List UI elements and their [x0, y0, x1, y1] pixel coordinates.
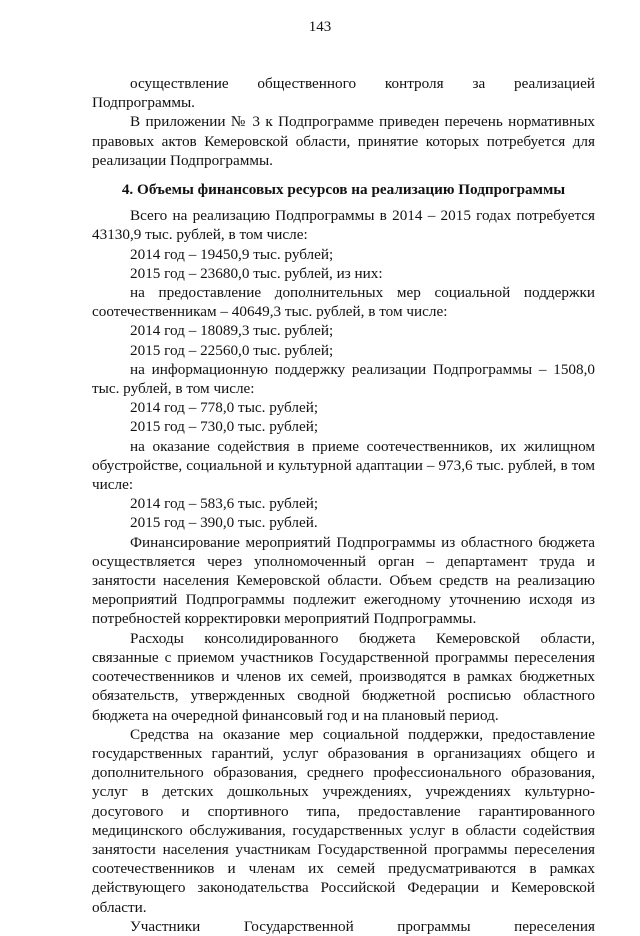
- finance-support-2015: 2015 год – 22560,0 тыс. рублей;: [130, 341, 334, 359]
- finance-support: на предоставление дополнительных мер социальной поддержки соотечественникам – 40649,3 тыс. рублей, в том числе:: [92, 284, 595, 321]
- page-number: 143: [308, 19, 332, 35]
- finance-info-2014: 2014 год – 778,0 тыс. рублей;: [130, 399, 319, 417]
- paragraph-financing: Финансирование мероприятий Подпрограммы из областного бюджета осуществляется через уполномоченный орган – департамент труда и занятости населения Кемеровской области. Объем средств на реализацию мероприятий Подпрограммы подлежит ежегодному уточнению исходя из потребностей корректировки мероприятий Подпрограммы.: [92, 533, 595, 628]
- page-content: [92, 74, 595, 936]
- paragraph-social-support: Средства на оказание мер социальной поддержки, предоставление государственных гарантий, услуг образования в организациях общего и дополнительного образования, среднего профессионального образования, услуг в детских дошкольных учреждениях, учреждениях культурно-досугового и спортивного типа, предоставление гарантированного медицинского обслуживания, государственных услуг в области содействия занятости населения участникам Государственной программы переселения соотечественников и членам их семей предусматриваются в рамках действующего законодательства Российской Федерации и Кемеровской области.: [92, 725, 595, 916]
- paragraph-participants: Участники Государственной программы переселения: [130, 917, 595, 935]
- finance-total-2015: 2015 год – 23680,0 тыс. рублей, из них:: [130, 264, 383, 282]
- finance-reception-2015: 2015 год – 390,0 тыс. рублей.: [130, 514, 318, 532]
- finance-total: Всего на реализацию Подпрограммы в 2014 – 2015 годах потребуется 43130,9 тыс. рублей, в том числе:: [92, 207, 595, 244]
- finance-info: на информационную поддержку реализации Подпрограммы – 1508,0 тыс. рублей, в том числе:: [92, 360, 595, 398]
- finance-reception-2014: 2014 год – 583,6 тыс. рублей;: [130, 495, 319, 513]
- paragraph-appendix: В приложении № 3 к Подпрограмме приведен перечень нормативных правовых актов Кемеровской области, принятие которых потребуется для реализации Подпрограммы.: [92, 113, 595, 169]
- finance-reception: на оказание содействия в приеме соотечественников, их жилищном обустройстве, социальной и культурной адаптации – 973,6 тыс. рублей, в том числе:: [92, 437, 595, 494]
- paragraph-expenses: Расходы консолидированного бюджета Кемеровской области, связанные с приемом участников Государственной программы переселения соотечественников и членов их семей, производятся в рамках бюджетных обязательств, утвержденных сводной бюджетной росписью областного бюджета на очередной финансовый год и на плановый период.: [92, 629, 595, 724]
- section-heading: 4. Объемы финансовых ресурсов на реализацию Подпрограммы: [121, 181, 566, 199]
- finance-info-2015: 2015 год – 730,0 тыс. рублей;: [130, 418, 319, 436]
- finance-support-2014: 2014 год – 18089,3 тыс. рублей;: [130, 322, 334, 340]
- paragraph-control: осуществление общественного контроля за реализацией Подпрограммы.: [92, 75, 595, 112]
- finance-total-2014: 2014 год – 19450,9 тыс. рублей;: [130, 245, 334, 263]
